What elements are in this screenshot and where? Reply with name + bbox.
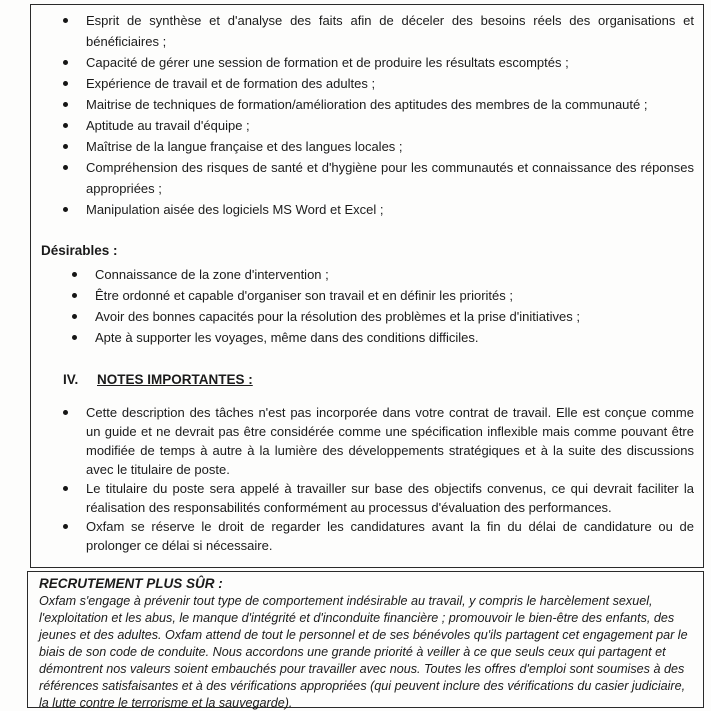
list-item-text: Oxfam se réserve le droit de regarder les candidatures avant la fin du délai de candidature ou de prolonger ce délai si nécessaire.: [86, 519, 694, 553]
bullet-icon: [63, 165, 68, 170]
list-item-text: Apte à supporter les voyages, même dans des conditions difficiles.: [95, 330, 479, 345]
list-item-text: Capacité de gérer une session de formation et de produire les résultats escomptés ;: [86, 55, 569, 70]
list-item: [41, 306, 694, 327]
list-item: [41, 73, 694, 94]
list-item-text: Être ordonné et capable d'organiser son travail et en définir les priorités ;: [95, 288, 513, 303]
list-item: [41, 52, 694, 73]
bullet-icon: [63, 81, 68, 86]
bullet-icon: [63, 60, 68, 65]
desirables-heading: Désirables :: [41, 243, 118, 258]
safer-recruitment-box: [27, 571, 704, 708]
section-title: NOTES IMPORTANTES :: [97, 372, 253, 387]
list-item-text: Aptitude au travail d'équipe ;: [86, 118, 250, 133]
list-item-text: Le titulaire du poste sera appelé à travailler sur base des objectifs convenus, ce qui devrait faciliter la réalisation des responsabilités conformément au processus d'évaluation des performances.: [86, 481, 694, 515]
list-item: [41, 94, 694, 115]
list-item: [41, 199, 694, 220]
list-item: [41, 285, 694, 306]
bullet-icon: [63, 102, 68, 107]
list-item: [41, 136, 694, 157]
bullet-icon: [63, 486, 68, 491]
bullet-icon: [72, 293, 77, 298]
list-item: [41, 517, 694, 555]
job-description-main-box: [30, 4, 704, 568]
bullet-icon: [63, 18, 68, 23]
bullet-icon: [72, 272, 77, 277]
bullet-icon: [63, 207, 68, 212]
list-item: [41, 157, 694, 199]
bullet-icon: [63, 123, 68, 128]
list-item-text: Manipulation aisée des logiciels MS Word et Excel ;: [86, 202, 384, 217]
list-item: [41, 115, 694, 136]
list-item: [41, 403, 694, 479]
section-number: IV.: [63, 372, 79, 387]
bullet-icon: [63, 144, 68, 149]
list-item-text: Maîtrise de la langue française et des langues locales ;: [86, 139, 403, 154]
list-item: [41, 327, 694, 348]
list-item: [41, 10, 694, 52]
list-item: [41, 264, 694, 285]
list-item-text: Maitrise de techniques de formation/amélioration des aptitudes des membres de la communauté ;: [86, 97, 648, 112]
bullet-icon: [63, 410, 68, 415]
safer-recruitment-heading: RECRUTEMENT PLUS SÛR :: [39, 576, 223, 591]
list-item: [41, 479, 694, 517]
list-item-text: Compréhension des risques de santé et d'hygiène pour les communautés et connaissance des réponses appropriées ;: [86, 160, 694, 196]
bullet-icon: [72, 335, 77, 340]
list-item-text: Cette description des tâches n'est pas incorporée dans votre contrat de travail. Elle est conçue comme un guide et ne devrait pas être considérée comme une spécification inflexible mais comme pouvant être modifiée de temps à autre à la lumière des développements stratégiques et à la suite des discussions avec le titulaire de poste.: [86, 405, 694, 477]
notes-list: [41, 403, 694, 555]
qualifications-list: [41, 10, 694, 220]
safer-recruitment-body: Oxfam s'engage à prévenir tout type de comportement indésirable au travail, y compris le harcèlement sexuel, l'exploitation et les abus, le manque d'intégrité et d'inconduite financière ; promouvoir le bien-être des enfants, des jeunes et des adultes. Oxfam attend de tout le personnel et de ses bénévoles qu'ils partagent cet engagement par le biais de son code de conduite. Nous accordons une grande priorité à veiller à ce que seuls ceux qui partagent et démontrent nos valeurs soient embauchés pour travailler avec nous. Toutes les offres d'emploi sont soumises à des références satisfaisantes et à des vérifications appropriées (qui peuvent inclure des vérifications du casier judiciaire, la lutte contre le terrorisme et la sauvegarde).: [39, 594, 688, 710]
bullet-icon: [72, 314, 77, 319]
desirables-list: [41, 264, 694, 348]
list-item-text: Avoir des bonnes capacités pour la résolution des problèmes et la prise d'initiatives ;: [95, 309, 580, 324]
notes-importantes-heading: [63, 372, 694, 387]
list-item-text: Expérience de travail et de formation des adultes ;: [86, 76, 376, 91]
list-item-text: Connaissance de la zone d'intervention ;: [95, 267, 329, 282]
bullet-icon: [63, 524, 68, 529]
list-item-text: Esprit de synthèse et d'analyse des faits afin de déceler des besoins réels des organisations et bénéficiaires ;: [86, 13, 694, 49]
